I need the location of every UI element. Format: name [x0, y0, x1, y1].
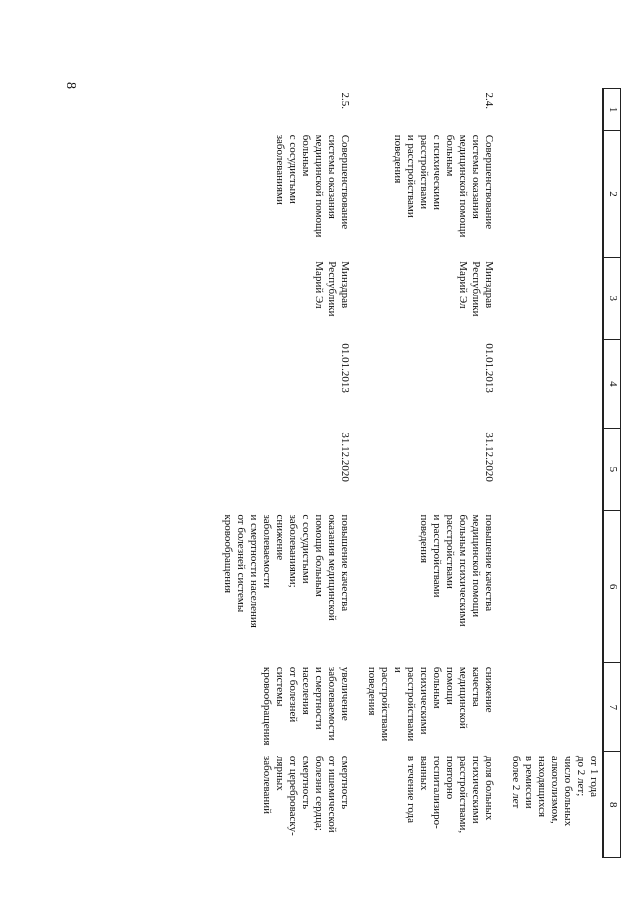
column-header: 1 — [603, 89, 621, 131]
table-row — [219, 89, 363, 858]
non-implementation-consequence: увеличение заболеваемости и смертности населения от болезней системы кровообращения — [261, 666, 351, 746]
column-header: 5 — [603, 428, 621, 510]
start-date: 01.01.2013 — [339, 343, 351, 393]
row-number: 2.5. — [339, 92, 351, 109]
non-implementation-consequence — [507, 663, 603, 752]
indicator: от 1 года до 2 лет; число больных алкоголизмом, находящихся в ремиссии более 2 лет — [510, 755, 600, 827]
expected-result: повышение качества медицинской помощи больным психическими расстройствами и расстройствами поведения — [418, 514, 495, 627]
non-implementation-consequence: снижение качества медицинской помощи больным психическими расстройствами и расстройствами поведения — [366, 666, 495, 742]
end-date: 31.12.2020 — [483, 432, 495, 482]
column-number-row — [603, 89, 621, 858]
measures-table-frame — [118, 88, 621, 858]
measure-name: Совершенствование системы оказания медицинской помощи больным с сосудистыми заболеваниями — [274, 134, 351, 238]
indicator: доля больных психическими расстройствами, повторно госпитализиро- ванных в течение года — [405, 755, 495, 834]
table-row — [363, 89, 507, 858]
start-date — [507, 339, 603, 428]
measure-name — [507, 131, 603, 258]
measures-table — [219, 88, 621, 858]
end-date: 31.12.2020 — [339, 432, 351, 482]
row-number — [507, 89, 603, 131]
measure-name: Совершенствование системы оказания медицинской помощи больным с психическими расстройствами и расстройствами поведения — [392, 134, 495, 238]
expected-result: повышение качества оказания медицинской помощи больным с сосудистыми заболеваниями; снижение заболеваемости и смертности населения от болезней системы кровообращения — [222, 514, 351, 628]
column-header: 6 — [603, 510, 621, 662]
column-header: 2 — [603, 131, 621, 258]
end-date — [507, 428, 603, 510]
executor — [507, 257, 603, 339]
column-header: 3 — [603, 257, 621, 339]
start-date: 01.01.2013 — [483, 343, 495, 393]
page-number: 8 — [63, 82, 78, 89]
indicator: смертность от ишемической болезни сердца; смертность от цереброваску- лярных заболеваний — [261, 755, 351, 836]
column-header: 7 — [603, 663, 621, 752]
expected-result — [507, 510, 603, 662]
table-row — [507, 89, 603, 858]
executor: Минздрав Республики Марий Эл — [313, 261, 351, 317]
executor: Минздрав Республики Марий Эл — [457, 261, 495, 317]
row-number: 2.4. — [483, 92, 495, 109]
column-header: 8 — [603, 752, 621, 858]
column-header: 4 — [603, 339, 621, 428]
